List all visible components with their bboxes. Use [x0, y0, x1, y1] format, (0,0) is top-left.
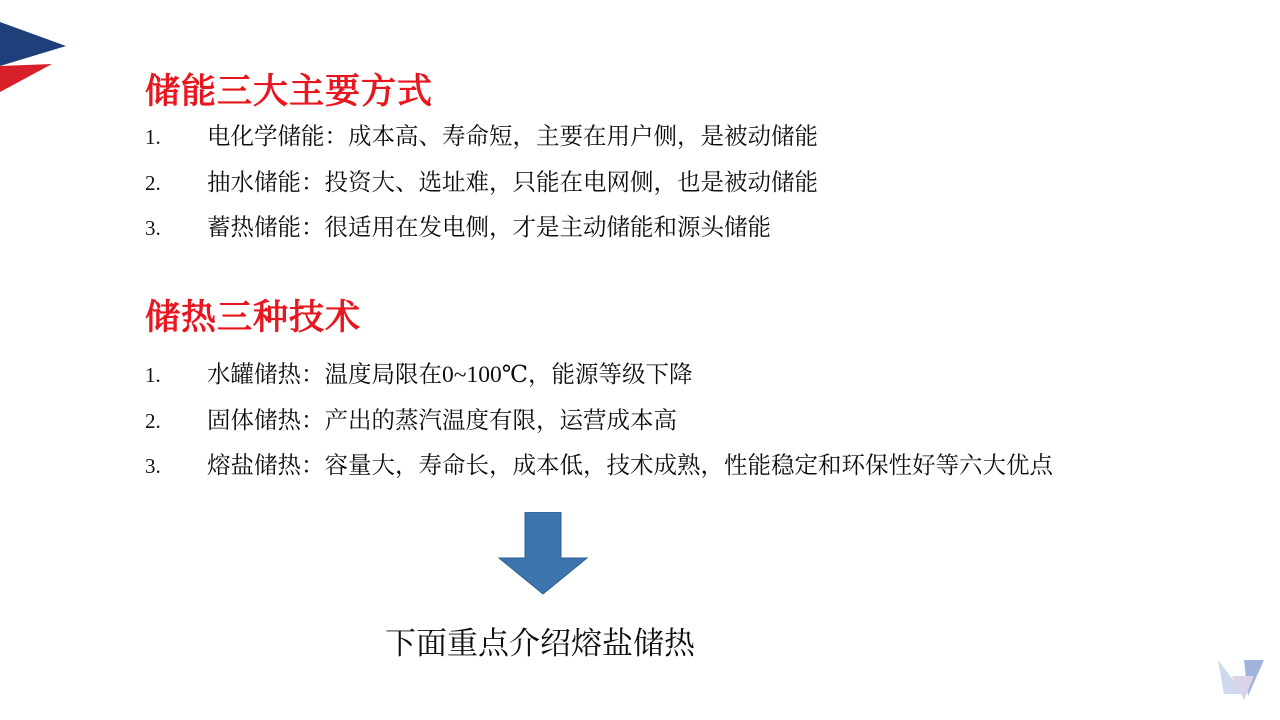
- list-item: [145, 364, 1205, 388]
- list-item: [145, 126, 1205, 150]
- list-item-label: 抽水储能：投资大、选址难，只能在电网侧，也是被动储能: [207, 169, 818, 196]
- page-title-storage-methods: 储能三大主要方式: [145, 72, 434, 112]
- corner-bottom-right-shape: [1214, 654, 1266, 706]
- list-item: [145, 217, 1205, 241]
- footer-callout-label: 下面重点介绍熔盐储热: [385, 626, 695, 661]
- down-arrow-icon: [495, 512, 591, 596]
- list-item: [145, 169, 1205, 196]
- list-item: [145, 455, 1205, 479]
- list-item-number: 1.: [145, 363, 161, 387]
- list-item-label: 水罐储热：温度局限在0~100℃，能源等级下降: [207, 362, 693, 388]
- list-item-label: 蓄热储能：很适用在发电侧，才是主动储能和源头储能: [207, 215, 771, 241]
- corner-top-left-shape: [0, 18, 78, 96]
- list-item-number: 1.: [145, 125, 161, 149]
- list-item-number: 2.: [145, 170, 161, 195]
- list-item: [145, 407, 1205, 434]
- list-item-label: 电化学储能：成本高、寿命短，主要在用户侧，是被动储能: [207, 124, 818, 150]
- page-title-heat-storage-tech: 储热三种技术: [145, 298, 362, 338]
- list-item-label: 熔盐储热：容量大，寿命长，成本低，技术成熟，性能稳定和环保性好等六大优点: [207, 453, 1053, 479]
- footer-callout: [0, 618, 1280, 663]
- corner-decoration-bottom-right-icon: [1214, 654, 1266, 706]
- corner-decoration-icon: [0, 18, 78, 96]
- list-item-number: 3.: [145, 216, 161, 240]
- list-storage-methods: [145, 126, 1205, 263]
- list-item-number: 3.: [145, 454, 161, 478]
- down-arrow-shape: [495, 512, 591, 596]
- list-item-number: 2.: [145, 408, 161, 433]
- list-item-label: 固体储热：产出的蒸汽温度有限，运营成本高: [207, 407, 677, 434]
- list-heat-storage-tech: [145, 364, 1205, 501]
